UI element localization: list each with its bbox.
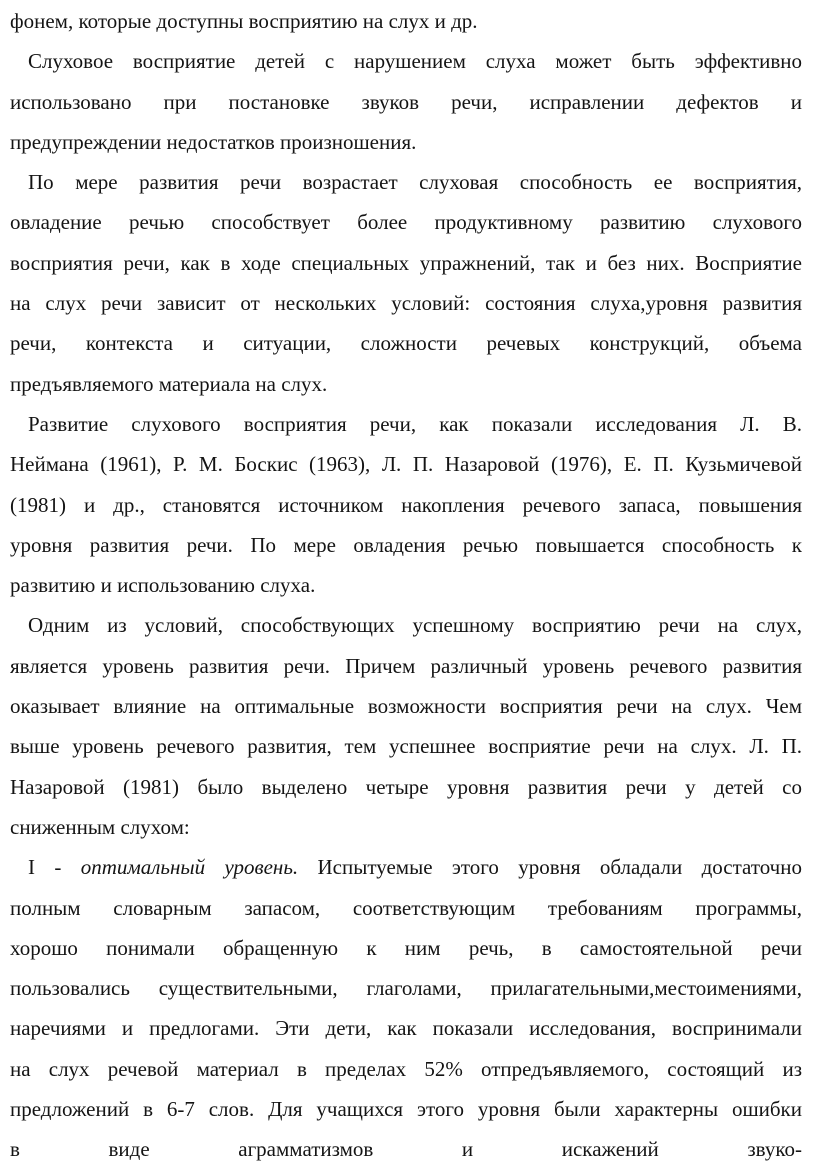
text-line: хорошо понимали обращенную к ним речь, в самостоятельной речи bbox=[10, 935, 802, 960]
text-line: Неймана (1961), Р. М. Боскис (1963), Л. П. Назаровой (1976), Е. П. Кузьмичевой bbox=[10, 452, 802, 477]
text-line: сниженным слухом: bbox=[10, 814, 190, 839]
text-line: По мере развития речи возрастает слуховая способность ее восприятия, bbox=[28, 170, 802, 195]
text-line: выше уровень речевого развития, тем успешнее восприятие речи на слух. Л. П. bbox=[10, 734, 802, 759]
text-line: Развитие слухового восприятия речи, как показали исследования Л. В. bbox=[28, 411, 802, 436]
text-line: пользовались существительными, глаголами, прилагательными,местоимениями, bbox=[10, 976, 802, 1001]
level-name: оптимальный уровень. bbox=[80, 855, 299, 880]
text-line: предложений в 6-7 слов. Для учащихся этого уровня были характерны ошибки bbox=[10, 1097, 802, 1122]
text-line: полным словарным запасом, соответствующим требованиям программы, bbox=[10, 895, 802, 920]
text-line: (1981) и др., становятся источником накопления речевого запаса, повышения bbox=[10, 492, 802, 517]
text-line: использовано при постановке звуков речи, исправлении дефектов и bbox=[10, 89, 802, 114]
level-description: Испытуемые этого уровня обладали достаточно bbox=[298, 855, 802, 880]
text-line: Одним из условий, способствующих успешному восприятию речи на слух, bbox=[28, 613, 802, 638]
text-line: Назаровой (1981) было выделено четыре уровня развития речи у детей со bbox=[10, 774, 802, 799]
text-line: речи, контекста и ситуации, сложности речевых конструкций, объема bbox=[10, 331, 802, 356]
text-line: на слух речевой материал в пределах 52% отпредъявляемого, состоящий из bbox=[10, 1056, 802, 1081]
text-line: оказывает влияние на оптимальные возможности восприятия речи на слух. Чем bbox=[10, 694, 802, 719]
text-line: развитию и использованию слуха. bbox=[10, 573, 316, 598]
document-page bbox=[10, 0, 802, 1170]
text-line: предупреждении недостатков произношения. bbox=[10, 129, 417, 154]
text-line: восприятия речи, как в ходе специальных упражнений, так и без них. Восприятие bbox=[10, 250, 802, 275]
text-line: уровня развития речи. По мере овладения речью повышается способность к bbox=[10, 532, 802, 557]
level-numeral: I - bbox=[28, 855, 81, 880]
text-line: в виде аграмматизмов и искажений звуко- bbox=[10, 1137, 802, 1162]
text-line: предъявляемого материала на слух. bbox=[10, 371, 328, 396]
text-line: Слуховое восприятие детей с нарушением слуха может быть эффективно bbox=[28, 49, 802, 74]
text-line: на слух речи зависит от нескольких условий: состояния слуха,уровня развития bbox=[10, 291, 802, 316]
text-line-level-one bbox=[10, 847, 802, 887]
text-line: является уровень развития речи. Причем различный уровень речевого развития bbox=[10, 653, 802, 678]
text-line: фонем, которые доступны восприятию на слух и др. bbox=[10, 9, 478, 33]
text-line: овладение речью способствует более продуктивному развитию слухового bbox=[10, 210, 802, 235]
text-line: наречиями и предлогами. Эти дети, как показали исследования, воспринимали bbox=[10, 1016, 802, 1041]
